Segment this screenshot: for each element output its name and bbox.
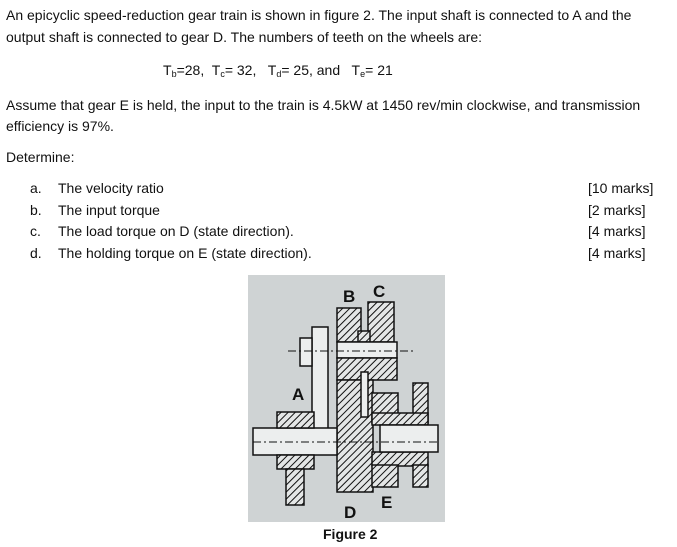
question-label: b.	[30, 202, 42, 218]
gear-train-figure	[248, 275, 445, 522]
teeth-e: $T_e= 21$	[351, 62, 393, 79]
question-text: The holding torque on E (state direction).	[58, 245, 312, 261]
determine-heading: Determine:	[6, 149, 75, 165]
question-label: d.	[30, 245, 42, 261]
planet-spindle	[337, 342, 397, 358]
output-shaft	[380, 425, 438, 452]
label-e: E	[381, 493, 393, 512]
teeth-d: $T_d= 25$, and	[267, 62, 341, 79]
label-a: A	[292, 385, 305, 404]
intro-line-1: An epicyclic speed-reduction gear train is shown in figure 2. The input shaft is connected to A and the	[6, 7, 632, 23]
question-text: The velocity ratio	[58, 180, 164, 196]
assume-line-2: efficiency is 97%.	[6, 118, 114, 134]
question-marks: [4 marks]	[588, 223, 646, 239]
teeth-c: $T_c= 32$,	[211, 62, 257, 79]
teeth-counts	[163, 61, 393, 83]
gear-c	[368, 302, 394, 342]
intro-line-2: output shaft is connected to gear D. The numbers of teeth on the wheels are:	[6, 29, 483, 45]
label-d: D	[344, 503, 357, 522]
question-label: c.	[30, 223, 41, 239]
teeth-b: $T_b=28$,	[163, 62, 205, 79]
label-b: B	[343, 287, 356, 306]
question-text: The load torque on D (state direction).	[58, 223, 294, 239]
assume-line-1: Assume that gear E is held, the input to the train is 4.5kW at 1450 rev/min clockwise, and transmission	[6, 97, 641, 113]
question-marks: [2 marks]	[588, 202, 646, 218]
gear-train-drawing	[248, 275, 445, 522]
label-c: C	[373, 282, 386, 301]
question-label: a.	[30, 180, 42, 196]
question-text: The input torque	[58, 202, 160, 218]
question-marks: [4 marks]	[588, 245, 646, 261]
question-marks: [10 marks]	[588, 180, 654, 196]
figure-caption: Figure 2	[323, 526, 378, 542]
